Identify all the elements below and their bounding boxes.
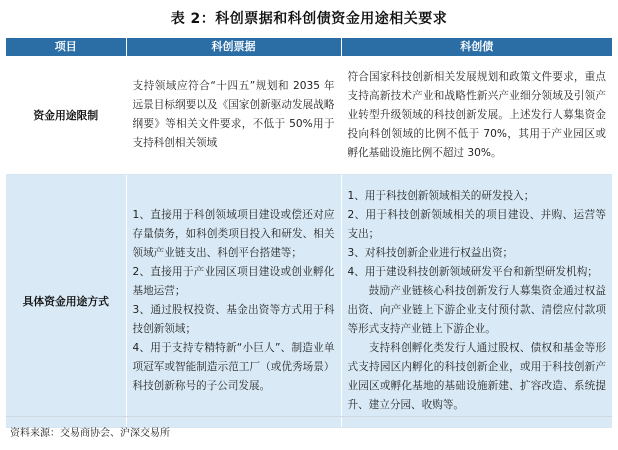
bonds-restriction-cell [341, 56, 612, 175]
source-note: 资料来源：交易商协会、沪深交易所 [10, 428, 170, 439]
table-row-specific-uses [6, 175, 612, 428]
bonds-use-item: 鼓励产业链核心科技创新发行人募集资金通过权益出资、向产业链上下游企业支付预付款、清偿应付款项等形式支持产业链上下游企业。 [347, 285, 606, 335]
bonds-use-item: 2、用于科技创新领域相关的项目建设、并购、运营等支出； [347, 209, 606, 240]
notes-use-item: 3、通过股权投资、基金出资等方式用于科技创新领域； [132, 304, 335, 335]
bonds-use-item: 3、对科技创新企业进行权益出资； [347, 247, 514, 259]
notes-use-item: 4、用于支持专精特新“小巨人”、制造业单项冠军或智能制造示范工厂（或优秀场景）科技创新称号的子公司发展。 [132, 342, 335, 392]
bonds-restriction-text: 符合国家科技创新相关发展规划和政策文件要求，重点支持高新技术产业和战略性新兴产业细分领域及引领产业转型升级领域的科技创新发展。上述发行人募集资金投向科创领域的比例不低于 70%，其用于产业园区或孵化基础设施比例不超过 30%。 [347, 70, 606, 159]
bonds-use-item: 支持科创孵化类发行人通过股权、债权和基金等形式支持园区内孵化的科技创新企业，或用于科技创新产业园区或孵化基地的基础设施新建、扩容改造、系统提升、建立分园、收购等。 [347, 342, 606, 411]
table-title: 表 2：科创票据和科创债资金用途相关要求 [170, 11, 448, 27]
notes-use-item: 2、直接用于产业园区项目建设或创业孵化基地运营； [132, 266, 335, 297]
table-bottom-rule [6, 416, 612, 417]
bonds-uses-cell [341, 175, 612, 428]
table-header-row [6, 38, 612, 56]
notes-restriction-cell [126, 56, 341, 175]
bonds-use-item: 1、用于科技创新领域相关的研发投入； [347, 190, 535, 202]
bonds-use-item: 4、用于建设科技创新领域研发平台和新型研发机构； [347, 266, 598, 278]
column-header-item: 项目 [6, 38, 126, 56]
requirements-table [6, 38, 612, 428]
notes-uses-cell [126, 175, 341, 428]
table-row-fund-restrictions [6, 56, 612, 175]
notes-restriction-text: 支持领域应符合“十四五”规划和 2035 年远景目标纲要以及《国家创新驱动发展战略纲要》等相关文件要求，不低于 50%用于支持科创相关领域 [132, 80, 335, 149]
row-label: 资金用途限制 [6, 56, 126, 175]
row-label: 具体资金用途方式 [6, 175, 126, 428]
notes-use-item: 1、直接用于科创领域项目建设或偿还对应存量债务，如科创类项目投入和研发、相关领域产业链支出、科创平台搭建等； [132, 209, 335, 259]
column-header-kechuang-notes: 科创票据 [126, 38, 341, 56]
column-header-kechuang-bonds: 科创债 [341, 38, 612, 56]
